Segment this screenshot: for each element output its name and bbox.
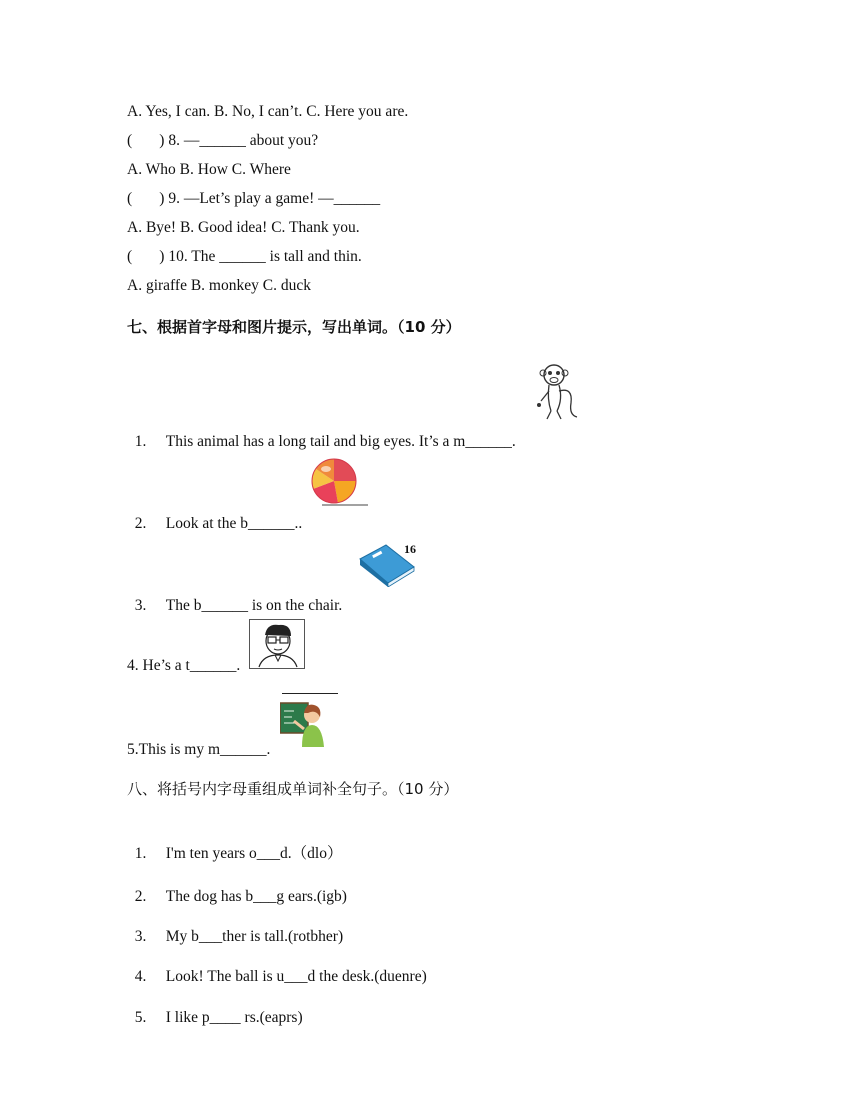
item-text: The b______ is on the chair.: [165, 597, 343, 614]
item-number: 2.: [134, 515, 147, 532]
section-8-item-2: [127, 867, 347, 907]
monkey-icon: [537, 361, 579, 423]
answer-options-7: A. Yes, I can. B. No, I can’t. C. Here you are.: [127, 103, 409, 120]
section-8-item-1: [127, 824, 342, 864]
section-7-item-2: [127, 494, 302, 534]
item-text: The dog has b___g ears.(igb): [165, 888, 347, 905]
section-8-item-5: [127, 988, 303, 1028]
item-text: My b___ther is tall.(rotbher): [165, 928, 344, 945]
answer-options-10: A. giraffe B. monkey C. duck: [127, 277, 311, 294]
question-8: ( ) 8. —______ about you?: [127, 132, 319, 149]
item-number: 5.: [134, 1009, 147, 1026]
item-number: 3.: [134, 597, 147, 614]
section-7-item-3: [127, 576, 342, 616]
question-9: ( ) 9. —Let’s play a game! —______: [127, 190, 381, 207]
mother-icon: [280, 701, 330, 749]
item-number: 1.: [134, 433, 147, 450]
section-7-item-5: 5.This is my m______.: [127, 741, 271, 758]
section-7-heading: 七、根据首字母和图片提示，写出单词。（10 分）: [127, 318, 461, 336]
item-number: 4.: [134, 968, 147, 985]
section-7-item-1: [127, 412, 516, 452]
item-text: I'm ten years o___d.（dlo）: [165, 845, 343, 862]
answer-options-8: A. Who B. How C. Where: [127, 161, 291, 178]
section-8-heading: 八、将括号内字母重组成单词补全句子。（10 分）: [127, 780, 459, 798]
item-number: 1.: [134, 845, 147, 862]
teacher-icon: [249, 619, 305, 669]
item-text: This animal has a long tail and big eyes. It’s a m______.: [165, 433, 516, 450]
ball-icon: [308, 457, 370, 511]
item-text: Look! The ball is u___d the desk.(duenre): [165, 968, 427, 985]
book-number-label: 16: [404, 542, 416, 556]
divider: [282, 693, 338, 694]
item-number: 2.: [134, 888, 147, 905]
section-8-item-4: [127, 947, 427, 987]
book-icon: [358, 541, 422, 587]
section-7-item-4: 4. He’s a t______.: [127, 657, 241, 674]
section-8-item-3: [127, 907, 343, 947]
item-text: Look at the b______..: [165, 515, 303, 532]
item-text: I like p____ rs.(eaprs): [165, 1009, 303, 1026]
answer-options-9: A. Bye! B. Good idea! C. Thank you.: [127, 219, 360, 236]
item-number: 3.: [134, 928, 147, 945]
question-10: ( ) 10. The ______ is tall and thin.: [127, 248, 362, 265]
